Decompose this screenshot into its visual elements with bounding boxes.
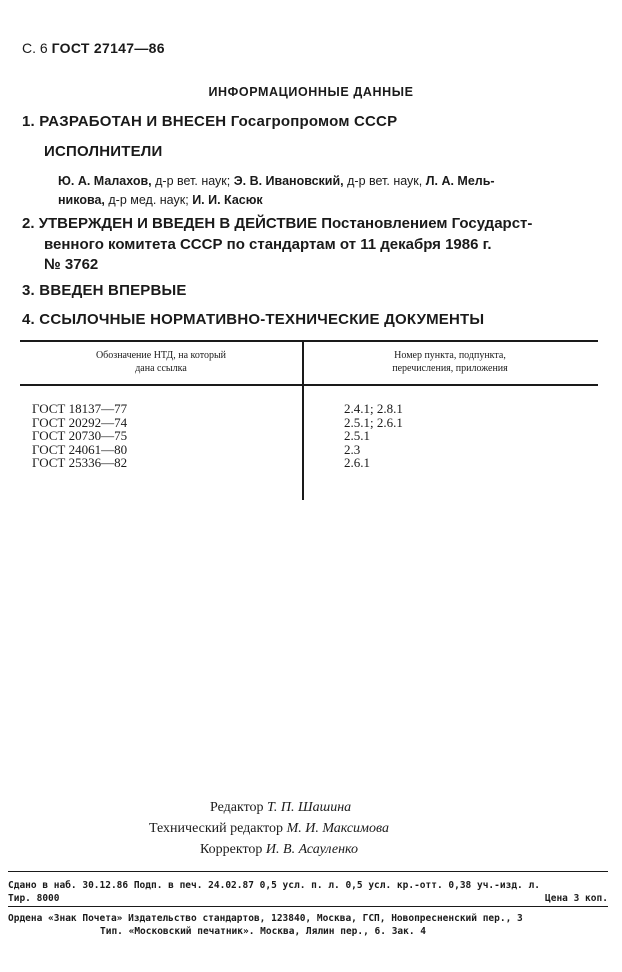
page-number: С. 6	[22, 40, 48, 56]
table-header-rule	[20, 384, 598, 386]
column-header-document-line-2: дана ссылка	[135, 363, 187, 374]
editor-credit	[210, 800, 351, 816]
editor-label: Редактор	[210, 800, 264, 815]
executor-name: никова,	[58, 193, 105, 207]
section-1-heading: РАЗРАБОТАН И ВНЕСЕН	[39, 113, 227, 130]
executor-name: И. И. Касюк	[192, 193, 263, 207]
section-4-number: 4.	[22, 311, 35, 328]
tech-editor-label: Технический редактор	[149, 821, 284, 836]
page-header	[22, 40, 165, 56]
section-2-line-1	[22, 215, 532, 232]
section-1-number: 1.	[22, 113, 35, 130]
tech-editor-credit	[149, 821, 389, 837]
table-row-ref: 2.4.1; 2.8.1	[344, 401, 403, 416]
table-column-divider	[302, 341, 304, 500]
section-2-text: УТВЕРЖДЕН И ВВЕДЕН В ДЕЙСТВИЕ Постановлением Государст-	[38, 215, 533, 232]
executors-heading: ИСПОЛНИТЕЛИ	[44, 143, 163, 160]
table-row-doc: ГОСТ 20730—75	[32, 428, 128, 443]
section-2-line-2: венного комитета СССР по стандартам от 11 декабря 1986 г.	[44, 236, 492, 253]
section-3-text: ВВЕДЕН ВПЕРВЫЕ	[39, 282, 187, 299]
corrector-credit	[200, 842, 358, 858]
executor-name: Э. В. Ивановский,	[233, 174, 344, 188]
section-4	[22, 311, 484, 328]
table-row-doc: ГОСТ 25336—82	[32, 455, 128, 470]
section-1-org: Госагропромом СССР	[230, 113, 398, 130]
imprint-line-4: Тип. «Московский печатник». Москва, Лялин пер., 6. Зак. 4	[100, 926, 427, 937]
table-row-doc: ГОСТ 20292—74	[32, 414, 128, 430]
column-header-clause-line-1: Номер пункта, подпункта,	[394, 350, 506, 361]
table-row-ref: 2.6.1	[344, 455, 370, 470]
corrector-name: И. В. Асауленко	[265, 842, 359, 857]
corrector-label: Корректор	[200, 842, 263, 857]
executors-line-1	[58, 172, 495, 191]
tech-editor-name: М. И. Максимова	[286, 821, 389, 836]
table-row-ref: 2.5.1; 2.6.1	[344, 414, 403, 430]
executors-line-2	[58, 191, 263, 210]
gost-number: ГОСТ 27147—86	[51, 40, 165, 56]
column-header-document	[22, 349, 300, 375]
column-header-clause-line-2: перечисления, приложения	[392, 363, 508, 374]
imprint-top-rule	[8, 871, 608, 872]
section-2-number: 2.	[22, 215, 35, 232]
column-header-document-line-1: Обозначение НТД, на который	[95, 350, 227, 361]
executor-title: д-р мед. наук;	[108, 193, 189, 207]
imprint-line-3: Ордена «Знак Почета» Издательство стандартов, 123840, Москва, ГСП, Новопресненский пер., 3	[8, 913, 523, 924]
column-header-clause	[305, 349, 595, 375]
section-1	[22, 113, 397, 130]
imprint-line-2-right: Цена 3 коп.	[545, 893, 608, 904]
imprint-line-2-left: Тир. 8000	[8, 893, 60, 904]
section-2-line-3: № 3762	[44, 256, 99, 273]
section-3-number: 3.	[22, 282, 35, 299]
executor-name: Л. А. Мель-	[425, 174, 495, 188]
section-3	[22, 282, 187, 299]
table-row-ref: 2.5.1	[344, 428, 370, 443]
executor-title: д-р вет. наук,	[347, 174, 423, 188]
document-title: ИНФОРМАЦИОННЫЕ ДАННЫЕ	[208, 85, 414, 99]
table-row-doc: ГОСТ 24061—80	[32, 441, 128, 457]
table-top-rule	[20, 340, 598, 342]
editor-name: Т. П. Шашина	[267, 800, 352, 815]
imprint-mid-rule	[8, 906, 608, 907]
table-row-ref: 2.3	[344, 441, 361, 457]
executor-title: д-р вет. наук;	[155, 174, 231, 188]
executor-name: Ю. А. Малахов,	[58, 174, 152, 188]
table-row-doc: ГОСТ 18137—77	[32, 401, 128, 416]
section-4-text: ССЫЛОЧНЫЕ НОРМАТИВНО-ТЕХНИЧЕСКИЕ ДОКУМЕНТЫ	[39, 311, 485, 328]
imprint-line-1: Сдано в наб. 30.12.86 Подп. в печ. 24.02.87 0,5 усл. п. л. 0,5 усл. кр.-отт. 0,38 уч.-изд. л.	[8, 880, 540, 891]
